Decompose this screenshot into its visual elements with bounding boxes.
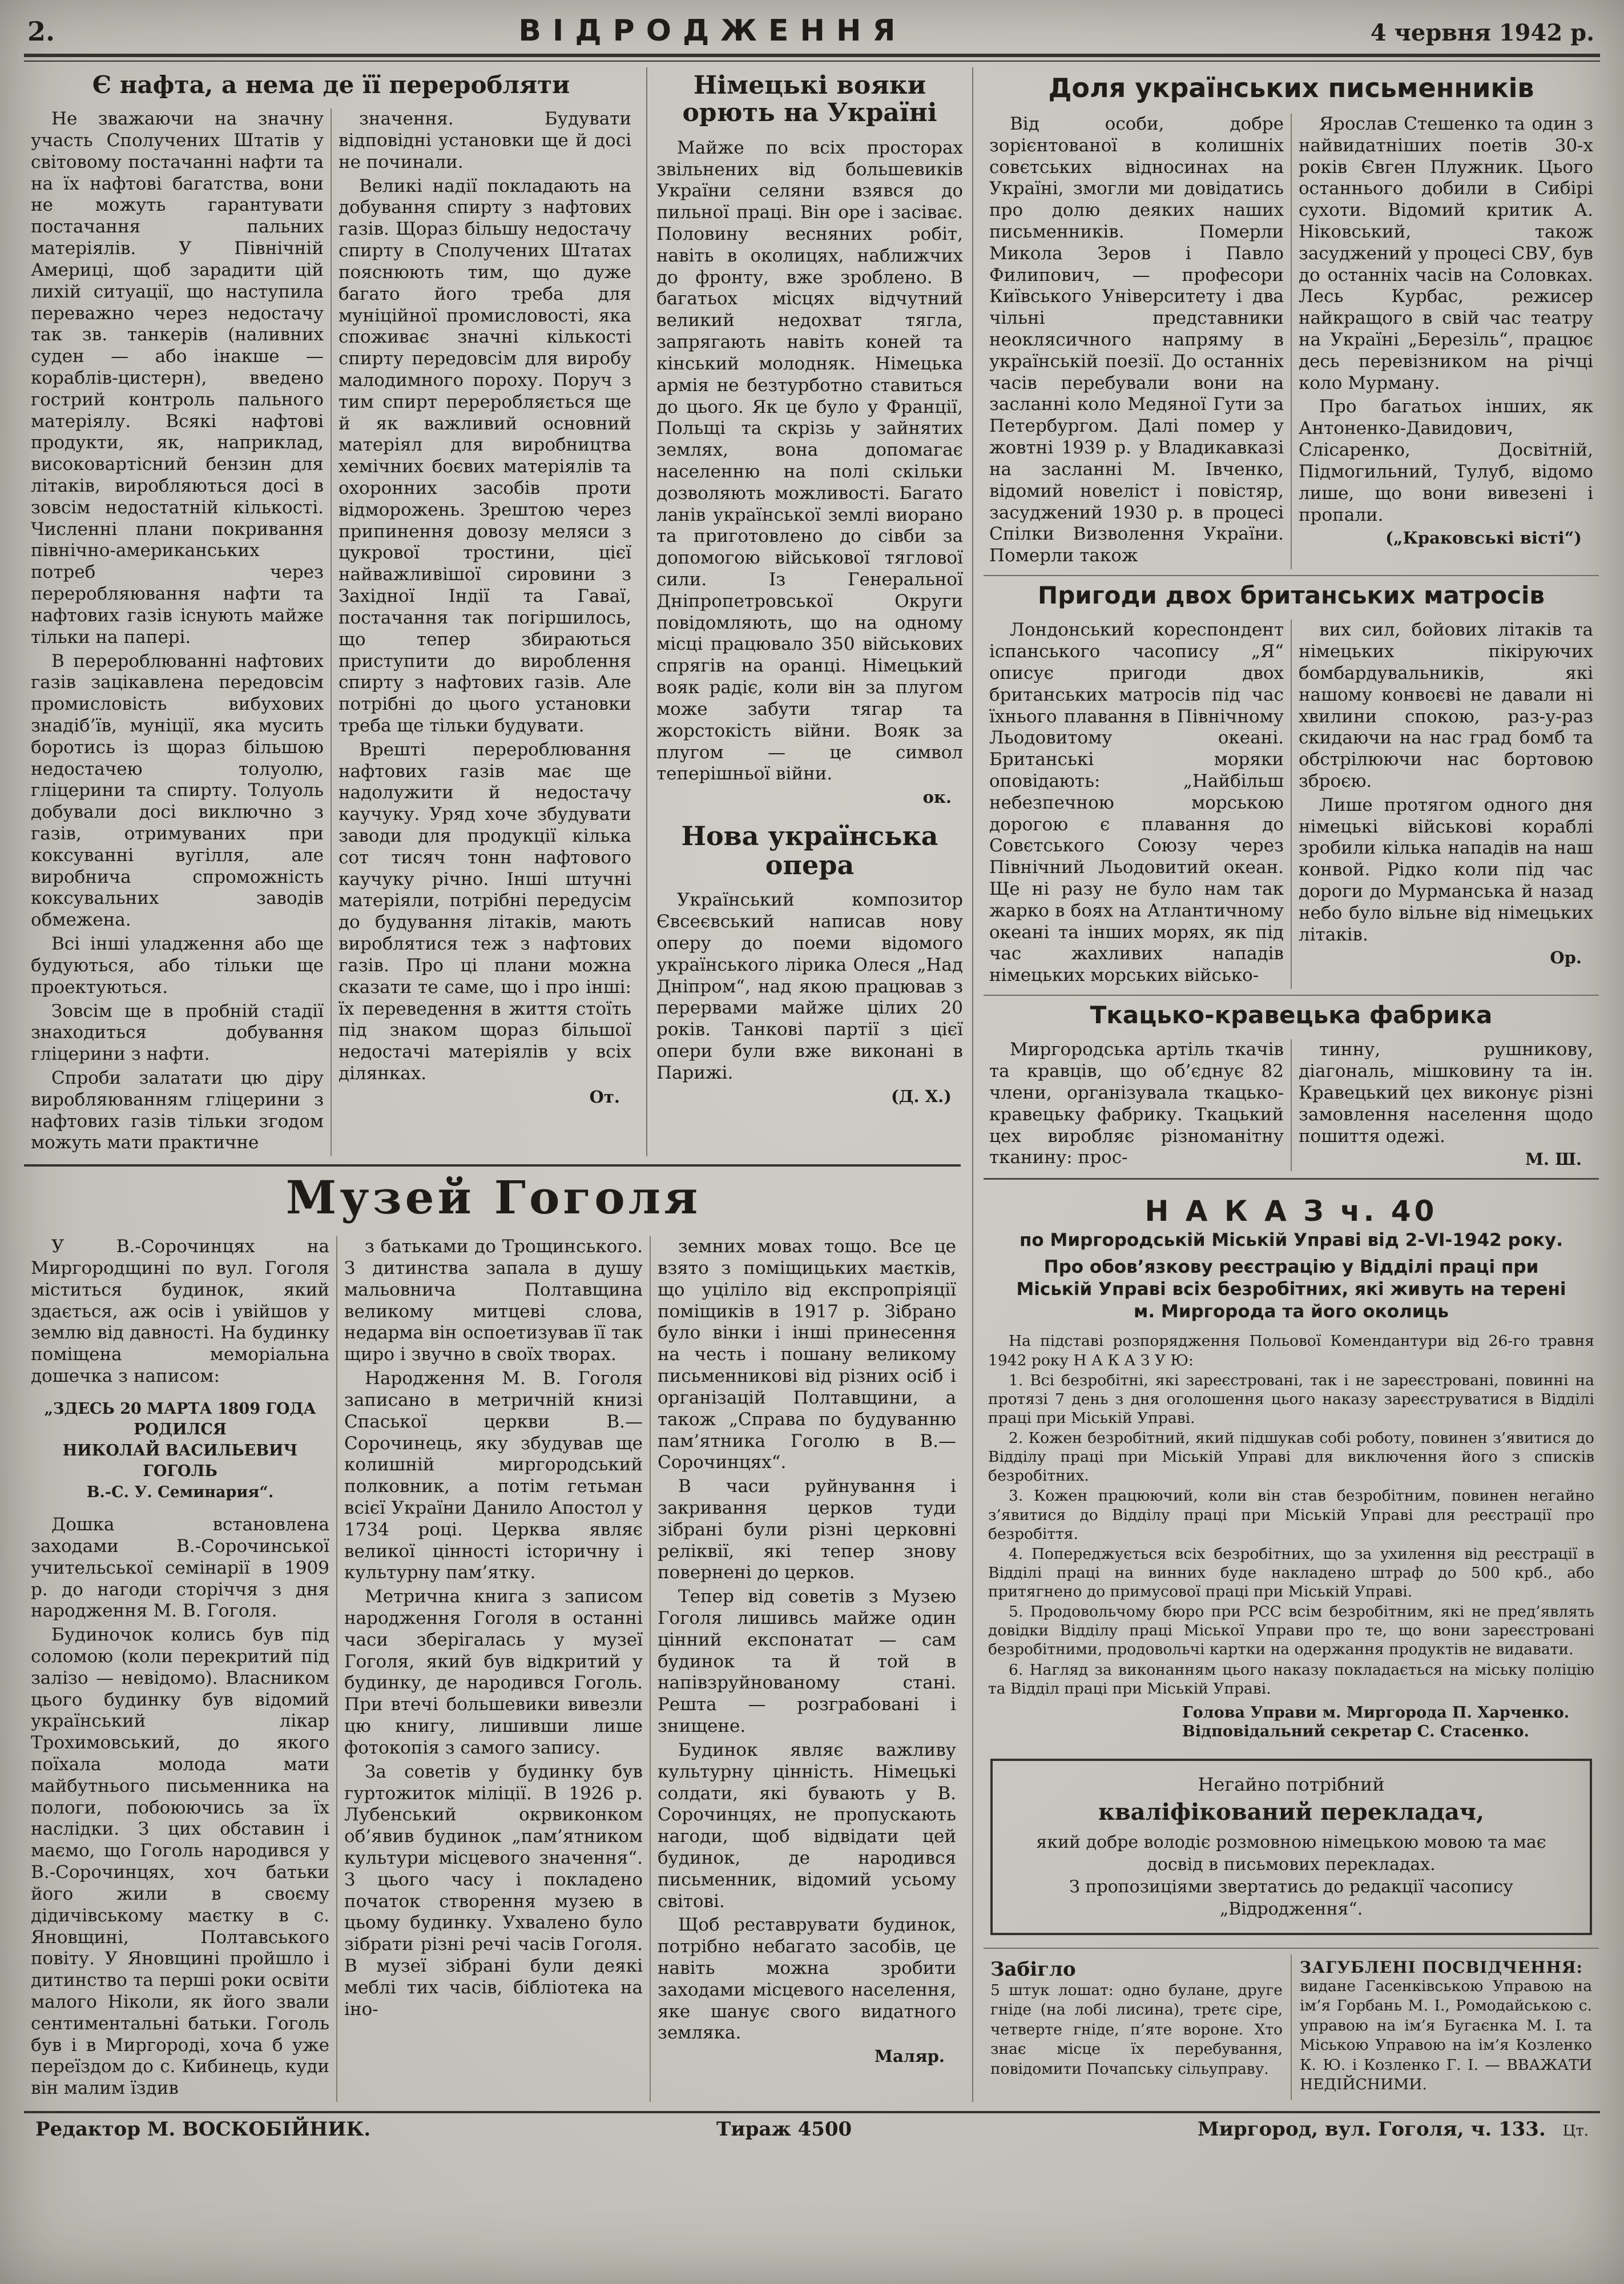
gogol-col3-text: земних мовах тощо. Все це взято з поміщицьких маєтків, що уціліло від експропріяції поміщиків в 1917 р. Зібрано було вінки і інші принесення на честь і пошану великому письменникові від різних осіб і організацій Полтавщини, а також „Справа по будуванню пам’ятника Гоголю в В.—Сорочинцях“. В часи руйнування і закривання церков туди зібрані були різні церковні реліквії, які тепер знову повернені до церков. Тепер від советів з Музею Гоголя лишивсь майже один цінний експонатат — сам будинок та й той в напівзруйнованому стані. Решта — розграбовані і знищене. Будинок являє важливу культурну цінність. Німецькі солдати, які бувають у В. Сорочинцях, не пропускають нагоди, щоб відвідати цей будинок, де народився письменник, відомий усьому світові. Щоб реставрувати будинок, потрібно небагато засобів, це навіть можна зробити заходами місцевого населення, яке шанує свого видатного земляка. xyxy=(658,1236,956,2044)
article-gogol-col1 xyxy=(24,1236,336,2102)
divider-rule xyxy=(984,1178,1599,1180)
article-opera-headline: Нова українська опера xyxy=(681,821,938,880)
article-oil-signature: От. xyxy=(589,1087,620,1107)
divider-rule xyxy=(984,575,1599,576)
article-writers-col2-text: Ярослав Стешенко та один з найвидатніших поетів 30-х років Євген Плужник. Цього останнього добили в Сибірі сухоти. Відомий критик А. Ніковський, також засуджений у процесі СВУ, був до останніх часів на Соловках. Лесь Курбас, режисер найкращого в свій час театру на Україні „Березіль“, працює десь перевізником на річці коло Мурману. Про багатьох інших, як Антоненко-Давидович, Слісаренко, Досвітній, Підмогильний, Тулуб, відомо лише, що вони вивезені і пропали. xyxy=(1299,113,1593,525)
left-section xyxy=(24,67,963,2102)
issue-date: 4 червня 1942 р. xyxy=(1370,19,1594,46)
translator-ad-line1: Негайно потрібний xyxy=(1198,1773,1385,1795)
order-40-sign-secretary: Відповідальний секретар С. Стасенко. xyxy=(1182,1722,1529,1740)
order-40-items: 1. Всі безробітні, які зареєстровані, так і не зареєстровані, повинні на протязі 7 день з дня оголошення цього наказу зареєструватися в Відділі праці при Міській Управі. 2. Кожен безробітний, який підшукав собі роботу, повинен з’явитися до Відділу праці при Міській Управі для виключення його з списків безробітних. 3. Кожен працюючий, коли він став безробітним, повинен негайно з’явитися до Відділу праці при Міській Управі для реєстрації про безробіття. 4. Попереджується всіх безробітних, що за ухилення від реєстрації в Відділі праці на винних буде накладено штраф до 500 крб., або притягнено до примусової праці при Міській Управі. 5. Продовольчому бюро при РСС всім безробітним, які не пред’являть довідки Відділу праці Міської Управи про те, що вони зареєстровані безробітними, продовольчі картки на одержання продуктів не видавати. 6. Нагляд за виконанням цього наказу покладається на міську поліцію та Відділ праці при Міській Управі. xyxy=(988,1371,1594,1698)
masthead-title: ВІДРОДЖЕННЯ xyxy=(518,14,907,48)
article-factory-signature: М. Ш. xyxy=(1525,1149,1582,1169)
translator-ad-line3: який добре володіє розмовною німецькою мовою та має досвід в письмових перекладах. xyxy=(1036,1832,1546,1875)
order-40-title: Н А К А З ч. 40 xyxy=(1145,1195,1438,1228)
right-section xyxy=(972,67,1600,2102)
gogol-col1-rest: Дошка встановлена заходами В.-Сорочинської учительської семінарії в 1909 р. до нагоди сторіччя з дня народження М. В. Гоголя. Будиночок колись був під соломою (коли перекритий під залізо — невідомо). Власником цього будинку був відомий український лікар Трохимовський, до якого поїхала молода мати майбутнього письменника на пологи, побоюючись за їх наслідки. З цих обставин і маємо, що Гоголь народився у В.-Сорочинцях, хоч батьки його жили в своєму дідичівському маєтку в с. Яновщині, Полтавського повіту. У Яновщині пройшло і дитинство та перші роки освіти малого Ніколи, як його звали сентиментальні батьки. Гоголь був і в Миргороді, хоча б уже переїздом до с. Кибинець, куди він малим їздив xyxy=(31,1514,329,2099)
order-40-subtitle: по Миргородській Міській Управі від 2-VI-1942 року. xyxy=(1019,1230,1563,1251)
article-opera-signature: (Д. Х.) xyxy=(890,1086,952,1106)
ad-strayed-horses-text: 5 штук лошат: одно булане, друге гніде (на лобі лисина), третє сіре, четверте гніде, п’яте вороне. Хто знає місце їх перебування, повідомити Почапську сільуправу. xyxy=(990,1981,1283,2078)
ad-strayed-horses-title: Забігло xyxy=(990,1957,1076,1981)
masthead-row xyxy=(24,10,1600,54)
order-40-intro: На підставі розпорядження Польової Комендантури від 26-го травня 1942 року Н А К А З У Ю: xyxy=(988,1332,1594,1369)
article-sailors-signature: Ор. xyxy=(1550,948,1582,968)
order-40-notice xyxy=(982,1187,1600,1743)
article-writers xyxy=(982,73,1600,569)
page-body xyxy=(24,67,1600,2102)
article-plow-headline: Німецькі вояки орють на Україні xyxy=(682,71,937,128)
article-gogol-museum xyxy=(24,1172,963,2102)
footer-address xyxy=(1198,2118,1589,2141)
article-writers-headline: Доля українських письменників xyxy=(1048,73,1534,103)
page-number: 2. xyxy=(27,16,55,47)
article-sailors-headline: Пригоди двох британських матросів xyxy=(1038,581,1545,609)
order-40-body xyxy=(988,1332,1594,1698)
divider-rule xyxy=(984,995,1599,996)
translator-ad-line2: кваліфікований перекладач, xyxy=(1098,1798,1484,1825)
article-factory-col2-text: тинну, рушникову, діагональ, мішковину та ін. Кравецький цех виконує різні замовлення населення щодо пошиття одежі. xyxy=(1299,1039,1593,1147)
header-rule xyxy=(24,54,1600,62)
article-opera-text: Український композитор Євсеєвський написав нову оперу до поеми відомого українського лірика Олеся „Над Дніпром“, над якою працював з перервами майже цілих 20 років. Танкові партії з цієї опери були вже виконані в Парижі. xyxy=(656,890,963,1083)
footer-circulation: Тираж 4500 xyxy=(716,2118,852,2141)
article-plow-text: Майже по всіх просторах звільнених від большевиків України селяни взявся до пильної праці. Він оре і засіває. Половину весняних робіт, навіть в околицях, наближчих до фронту, вже зроблено. В багатьох місцях відчутний великий недохват тягла, запрягають навіть коней та кінський молодняк. Німецька армія не безтурботно ставиться до цього. Як це було у Франції, Польщі та скрізь у зайнятих землях, вона допомагає населенню на полі скільки дозволяють можливості. Багато ланів української землі виорано та приготовлено до сівби за допомогою військової тяглової сили. Із Генеральної Дніпропетровської Округи повідомляють, що на одному місці працювало 350 військових спрягів на оранці. Німецький вояк радіє, коли він за плугом може забути тягар та жорстокість війни. Вояк за плугом — це символ теперішньої війни. xyxy=(656,137,963,785)
ad-lost-ids-text: видане Гасенківською Управою на ім’я Горбань М. І., Ромодайською с. управою на ім’я Бугаєнка М. І. та Міською Управою на ім’я Козленко К. Ю. і Козленко Г. І. — ВВАЖАТИ НЕДІЙСНИМИ. xyxy=(1300,1977,1592,2094)
ad-lost-ids-title: ЗАГУБЛЕНІ ПОСВІДЧЕННЯ: xyxy=(1300,1957,1583,1977)
gogol-col1-intro: У В.-Сорочинцях на Миргородщині по вул. Гоголя міститься будинок, який здається, аж осів і увійшов у землю від давності. На будинку поміщена меморіальна дошечка з написом: xyxy=(31,1236,329,1387)
order-40-about: Про обов’язкову реєстрацію у Відділі праці при Міській Управі всіх безробітних, які живуть на терені м. Миргорода та його околиць xyxy=(1016,1257,1566,1322)
memorial-plaque-text: „ЗДЕСЬ 20 МАРТА 1809 ГОДА РОДИЛСЯ НИКОЛАЙ ВАСИЛЬЕВИЧ ГОГОЛЬ В.-С. У. Семинария“. xyxy=(44,1400,316,1501)
article-gogol-col3 xyxy=(650,1236,963,2102)
article-oil-col2 xyxy=(331,108,638,1156)
article-gogol-col2: з батьками до Трощинського. З дитинства запала в душу мальовнича Полтавщина великому митцеві слова, недарма він оспоетизував її так щиро і звучно в своїх творах. Народження М. В. Гоголя записано в метричній книзі Спаської церкви В.—Сорочинець, яку збудував ще колишній миргородський полковник, а потім гетьман всієї України Данило Апостол у 1734 році. Церква являє великої цінності історичну і культурну пам’ятку. Метрична книга з записом народження Гоголя в останні часи зберігалась у музеї Гоголя, який був відкритий у будинку, де народився Гоголь. При втечі большевики вивезли цю книгу, лишивши лише фотокопія з самого запису. За советів у будинку був гуртожиток міліції. В 1926 р. Лубенський окрвиконком об’явив будинок „пам’ятником культури місцевого значення“. З цього часу і покладено початок створення музею в цьому будинку. Ухвалено було зібрати різні речі часів Гоголя. В музеї зібрані були деякі меблі тих часів, бібліотека на іно- xyxy=(336,1236,650,2102)
ad-strayed-horses xyxy=(982,1955,1291,2101)
article-oil-headline: Є нафта, а нема де її переробляти xyxy=(92,71,570,99)
middle-column xyxy=(647,67,963,1156)
footer-printer-mark: Цт. xyxy=(1562,2122,1589,2140)
footer-editor: Редактор М. ВОСКОБІЙНИК. xyxy=(35,2118,371,2141)
article-sailors-col1: Лондонський кореспондент іспанського часопису „Я“ описує пригоди двох британських матросів під час їхнього плавання в Північному Льодовитому океані. Британські моряки оповідають: „Найбільш небезпечною морською дорогою є плавання до Совєтського Союзу через Північний Льодовитий океан. Ще ні разу не було нам так жарко в боях на Атлантичному океані та інших морях, як під час жахливих нападів німецьких морських військо- xyxy=(989,620,1284,986)
translator-ad-line4: З пропозиціями звертатись до редакції часопису „Відродження“. xyxy=(1069,1876,1513,1919)
order-40-sign-head: Голова Управи м. Миргорода П. Харченко. xyxy=(1182,1703,1570,1722)
article-sailors xyxy=(982,582,1600,989)
article-oil-col1: Не зважаючи на значну участь Сполучених Штатів у світовому постачанні нафти та на їх нафтові багатства, вони не можуть гарантувати постачання пальних матеріялів. У Північній Америці, щоб зарадити цій лихій ситуації, що наступила переважно через недостачу так зв. танкерів (наливних суден — або інакше — кораблів-цистерн), введено гострий контроль пального матеріялу. Всякі нафтові продукти, як, наприклад, високовартісний бензин для літаків, виробляються досі в зовсім недостатній кількості. Численні плани покривання північно-американських потреб через переробляювання нафти та нафтових газів існують майже тільки на папері. В перероблюванні нафтових газів зацікавлена передовсім промисловість вибухових знадіб’їв, муніції, яка мусить боротись із щораз більшою недостачею толуолю, гліцерини та спирту. Толуоль добували досі виключно з газів, отримуваних при коксуванні вугілля, але виробнича спроможність коксувальних заводів обмежена. Всі інші уладження або ще будуються, або тільки ще проектуються. Зовсім ще в пробній стадії знаходиться добування гліцерини з нафти. Спроби залатати цю діру виробляюванням гліцерини з нафтових газів тільки згодом можуть мати практичне xyxy=(31,108,324,1153)
order-40-signatures xyxy=(988,1704,1594,1740)
article-writers-col2 xyxy=(1291,114,1600,569)
imprint-footer xyxy=(24,2118,1600,2141)
article-factory-col2 xyxy=(1291,1039,1600,1171)
footer-address-text: Миргород, вул. Гоголя, ч. 133. xyxy=(1198,2118,1546,2141)
translator-wanted-ad xyxy=(990,1759,1592,1935)
article-plow-signature: ок. xyxy=(922,787,952,807)
article-gogol-signature: Маляр. xyxy=(874,2046,945,2066)
classifieds-row xyxy=(982,1955,1600,2101)
article-factory xyxy=(982,1002,1600,1171)
article-writers-col1: Від особи, добре зорієнтованої в колишніх совєтських відносинах на Україні, змогли ми довідатись про долю деяких наших письменників. Померли Микола Зеров і Павло Филипович, — професори Київського Університету і два чільні представники неоклясичного напряму в українській поезії. До останніх часів перебували вони на засланні коло Медяної Гути за Петербургом. Далі помер у жовтні 1939 р. у Владикавказі на засланні М. Івченко, відомий новеліст і повістяр, засуджений 1930 р. в процесі Спілки Визволення України. Померли також xyxy=(989,113,1284,566)
section-divider-rule xyxy=(24,1164,961,1167)
ad-lost-ids xyxy=(1291,1955,1600,2101)
article-factory-col1: Миргородська артіль ткачів та кравців, що об’єднує 82 члени, організувала ткацько-кравецьку фабрику. Ткацький цех виробляє різноманітну тканину: прос- xyxy=(989,1039,1284,1168)
article-oil xyxy=(24,67,647,1156)
article-sailors-col2 xyxy=(1291,620,1600,989)
article-factory-headline: Ткацько-кравецька фабрика xyxy=(1090,1001,1493,1030)
article-gogol-headline: Музей Гоголя xyxy=(285,1171,702,1225)
divider-rule xyxy=(984,1948,1599,1949)
article-writers-source: („Краковські вісті“) xyxy=(1385,528,1582,548)
footer-rule xyxy=(24,2111,1600,2113)
article-oil-col2-text: значення. Будувати відповідні установки ще й досі не починали. Великі надії покладають на добування спирту з нафтових газів. Щораз більшу недостачу спирту в Сполучених Штатах пояснюють тим, що дуже багато його треба для муніційної промисловості, яка споживає значні кількості спирту передовсім для виробу малодимного пороху. Поруч з тим спирт переробляється ще й як важливий основний матеріял для виробництва хемічних боєвих матеріялів та охоронних засобів проти відморожень. Зрештою через припинення довозу меляси з цукрової тростини, цієї найважливішої сировини з Західної Індії та Гаваї, постачання так погіршилось, що тепер збираються приступити до вироблення спирту з нафтових газів. Але потрібні до цього установки треба ще тільки будувати. Врешті перероблювання нафтових газів має ще надолужити й недостачу каучуку. Уряд хоче збудувати заводи для продукції кілька сот тисяч тонн нафтового каучуку річно. Інші штучні матеріяли, потрібні передусім до будування літаків, мають вироблятися теж з нафтових газів. Про ці плани можна сказати те саме, що і про інші: їх переведення в життя стоїть під знаком щораз більшої недостачі матеріялів у всіх ділянках. xyxy=(338,108,631,1084)
article-sailors-col2-text: вих сил, бойових літаків та німецьких пікіруючих бомбардувальників, які нашому конвоєві не давали ні хвилини спокою, раз-у-раз скидаючи на нас град бомб та обстрілюючи нас бортовою зброєю. Лише протягом одного дня німецькі військові кораблі зробили кілька нападів на наш конвой. Рідко коли під час дороги до Мурманська й назад небо було вільне від німецьких літаків. xyxy=(1299,620,1593,945)
